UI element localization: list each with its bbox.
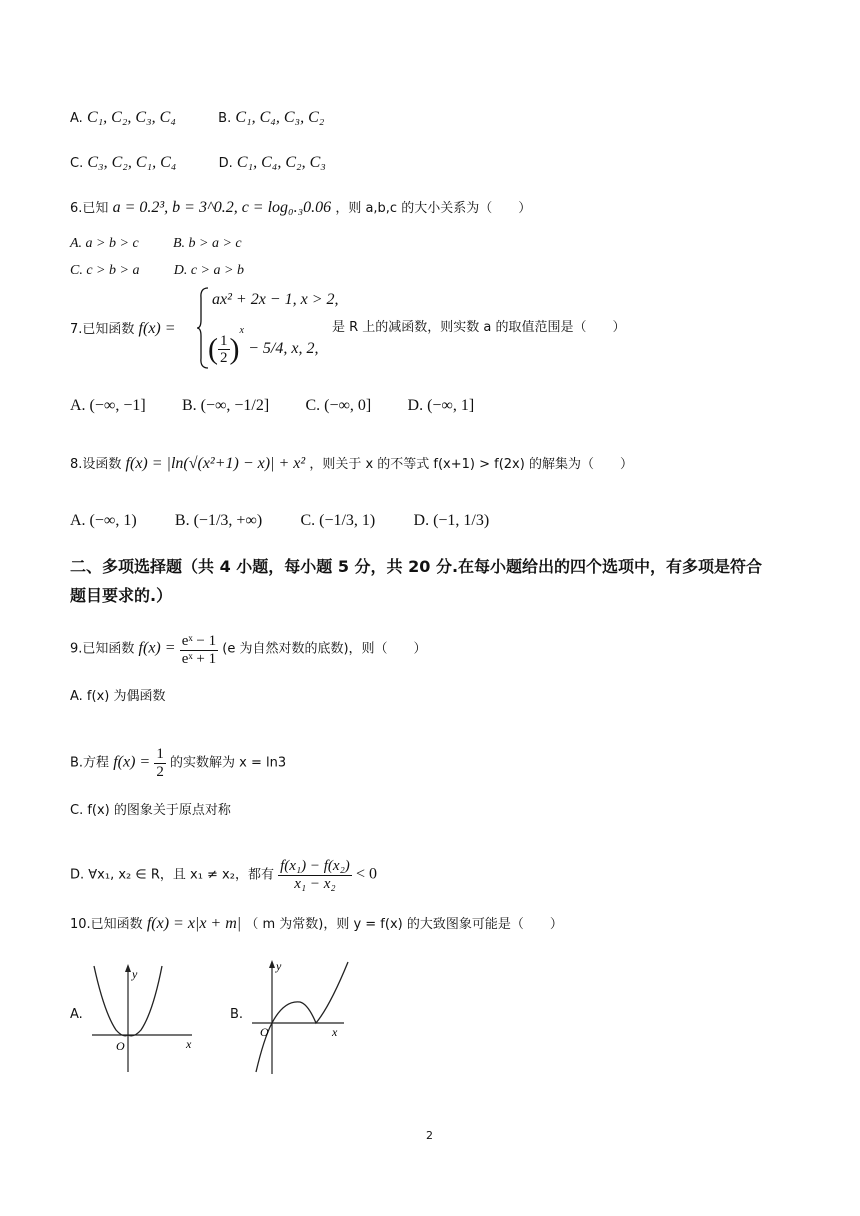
- q8-tail: ，则关于 x 的不等式 f(x+1) > f(2x) 的解集为（ ）: [309, 457, 633, 472]
- q10-b-origin: O: [260, 1025, 269, 1039]
- q9-d-denominator: x₁ − x₂: [294, 875, 336, 892]
- q5-d-label: D.: [218, 156, 233, 171]
- q7-half: $\frac{1}{2}$: [220, 332, 228, 366]
- q9-option-b: [70, 746, 286, 780]
- page-number: 2: [426, 1129, 433, 1142]
- q9-b-half: $\frac{1}{2}$: [156, 746, 164, 780]
- q6-option-a: A. a > b > c: [70, 236, 139, 251]
- q9-fx: f(x) =: [138, 639, 176, 657]
- q5-option-a: C₁, C₂, C₃, C₄: [86, 109, 176, 126]
- q7-option-a: A. (−∞, −1]: [70, 397, 146, 414]
- q10-option-a-label: A.: [70, 1007, 83, 1022]
- q10-a-x-label: x: [186, 1037, 192, 1051]
- q10-graph-b: [248, 956, 358, 1078]
- q7-fx: f(x) =: [138, 320, 176, 337]
- q9-d-numerator: f(x₁) − f(x₂): [280, 858, 350, 874]
- q6-number: 6.: [70, 201, 83, 216]
- q9-denominator: eˣ + 1: [181, 650, 217, 667]
- q7-option-b: B. (−∞, −1/2]: [181, 397, 270, 414]
- q8-option-d: D. (−1, 1/3): [413, 512, 490, 529]
- q9-option-c: C. f(x) 的图象关于原点对称: [70, 803, 231, 818]
- q10-b-y-label: y: [276, 959, 282, 973]
- q7-case-1: ax² + 2x − 1, x > 2,: [212, 291, 339, 308]
- q6-row-cd: [70, 264, 244, 278]
- q10-b-curve: [256, 962, 348, 1072]
- q9-d-lead: D. ∀x₁, x₂ ∈ R，且 x₁ ≠ x₂，都有: [70, 867, 274, 883]
- q5-row-cd: [70, 155, 326, 171]
- q9-d-fraction: [278, 858, 352, 892]
- q5-option-c: C₃, C₂, C₁, C₄: [87, 154, 177, 171]
- q9-d-tail: < 0: [355, 865, 377, 883]
- q5-option-b: C₁, C₄, C₃, C₂: [235, 109, 325, 126]
- q10-a-y-arrow: [125, 964, 131, 972]
- q10-a-y-label: y: [132, 967, 138, 981]
- q10-lead: 10.已知函数: [70, 917, 143, 932]
- q9-b-tail: 的实数解为 x = ln3: [169, 755, 287, 771]
- q7-options: [70, 398, 474, 414]
- q7-lead-text: 7.已知函数: [70, 322, 135, 337]
- q8-fx: f(x) = |ln(√(x²+1) − x)| + x²: [125, 455, 306, 472]
- q8-options: [70, 513, 489, 529]
- q5-b-label: B.: [218, 111, 232, 126]
- q5-row-ab: [70, 110, 324, 126]
- q6-option-d: D. c > a > b: [173, 263, 244, 278]
- q5-option-d: C₁, C₄, C₂, C₃: [236, 154, 326, 171]
- q6-lead: 已知: [82, 201, 109, 216]
- q6-ask: ，则 a,b,c 的大小关系为（ ）: [335, 201, 532, 216]
- q10-option-b-label: B.: [230, 1007, 244, 1022]
- q9-b-lead: B.方程: [70, 755, 110, 771]
- q7-lead: [70, 321, 176, 337]
- q7-paren-open: (: [208, 332, 218, 366]
- q7-paren-close: ): [229, 332, 240, 366]
- q6-option-c: C. c > b > a: [70, 263, 140, 278]
- q7-option-c: C. (−∞, 0]: [305, 397, 372, 414]
- q7-case-2: ( $\frac{1}{2}$ )$^x$ − 5/4, x, 2,: [208, 325, 319, 366]
- q9-option-a: A. f(x) 为偶函数: [70, 689, 166, 704]
- q10-fx: f(x) = x|x + m|: [146, 915, 242, 932]
- q5-a-label: A.: [70, 111, 83, 126]
- q6-option-b: B. b > a > c: [172, 236, 242, 251]
- q9-lead: 9.已知函数: [70, 641, 135, 657]
- q10-graph-a: [86, 960, 202, 1078]
- q8-lead: 8.设函数: [70, 457, 122, 472]
- q10-b-x-label: x: [332, 1025, 338, 1039]
- q6-row-ab: [70, 237, 242, 251]
- q6-condition: a = 0.2³, b = 3^0.2, c = log₀.₃0.06: [112, 199, 332, 216]
- q9-option-d: [70, 858, 377, 892]
- q7-option-d: D. (−∞, 1]: [407, 397, 475, 414]
- q9-numerator: eˣ − 1: [181, 633, 217, 649]
- q8-option-a: A. (−∞, 1): [70, 512, 137, 529]
- section2-heading-line2: 题目要求的.）: [70, 586, 173, 605]
- q5-c-label: C.: [70, 156, 84, 171]
- q8-option-b: B. (−1/3, +∞): [174, 512, 263, 529]
- q9-tail: (e 为自然对数的底数)，则（ ）: [222, 641, 427, 657]
- q7-tail: 是 R 上的减函数，则实数 a 的取值范围是（ ）: [332, 320, 626, 335]
- q6-stem: [70, 200, 531, 216]
- q9-b-eq: f(x) =: [113, 753, 151, 771]
- q7-case-2-tail: − 5/4, x, 2,: [248, 340, 319, 357]
- q10-b-y-arrow: [269, 960, 275, 968]
- q8-stem: [70, 456, 633, 472]
- q10-tail: （ m 为常数)，则 y = f(x) 的大致图象可能是（ ）: [245, 917, 563, 932]
- q9-stem: [70, 633, 427, 667]
- q10-stem: [70, 916, 563, 932]
- q8-option-c: C. (−1/3, 1): [300, 512, 376, 529]
- q10-a-origin: O: [116, 1039, 125, 1053]
- section2-heading-line1: 二、多项选择题（共 4 小题，每小题 5 分，共 20 分.在每小题给出的四个选项中，有多项是符合: [70, 557, 763, 576]
- q9-fraction: [180, 633, 218, 667]
